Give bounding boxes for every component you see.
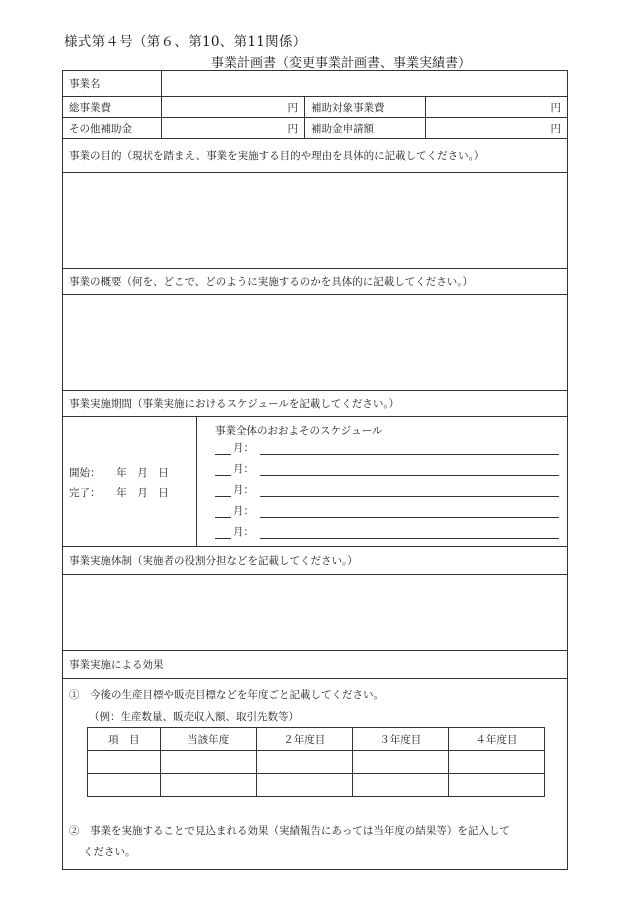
requested-amount-label: 補助金申請額 [311,122,374,135]
schedule-line[interactable] [215,523,559,539]
project-name-row [63,71,567,97]
table-header-cell: ４年度目 [448,728,544,751]
structure-heading-row [63,547,567,575]
month-label: 月： [233,463,254,475]
schedule-line[interactable] [215,460,559,476]
start-date-field[interactable]: 開始： 年 月 日 [69,467,169,479]
document-title [0,52,630,71]
table-row [88,774,545,797]
structure-heading: 事業実施体制（実施者の役割分担などを記載してください。） [69,555,358,567]
month-label: 月： [233,505,254,517]
eligible-cost-label: 補助対象事業費 [311,101,385,114]
schedule-block [63,417,567,547]
effects-heading: 事業実施による効果 [69,659,164,671]
effects-heading-row [63,651,567,679]
subsidy-row [63,118,567,139]
table-cell[interactable] [256,751,352,774]
month-label: 月： [233,442,254,454]
table-header-cell: ２年度目 [256,728,352,751]
schedule-line[interactable] [215,439,559,455]
other-subsidy-field[interactable]: 円 [287,122,298,135]
overview-heading: 事業の概要（何を、どこで、どのように実施するのかを具体的に記載してください。） [69,276,474,288]
table-cell[interactable] [448,751,544,774]
month-label: 月： [233,484,254,496]
schedule-line[interactable] [215,502,559,518]
overview-field[interactable] [63,295,567,391]
month-label: 月： [233,526,254,538]
table-cell[interactable] [160,751,256,774]
plan-form [62,70,568,870]
schedule-lines [197,417,567,546]
period-dates [63,417,197,546]
table-cell[interactable] [256,774,352,797]
effects-item-2 [69,821,559,863]
purpose-heading-row [63,139,567,173]
schedule-heading: 事業全体のおおよそのスケジュール [215,425,383,437]
requested-amount-field[interactable]: 円 [550,122,561,135]
purpose-heading: 事業の目的（現状を踏まえ、事業を実施する目的や理由を具体的に記載してください。） [69,150,485,162]
table-cell[interactable] [88,751,161,774]
schedule-line[interactable] [215,481,559,497]
cost-row [63,97,567,118]
structure-field[interactable] [63,575,567,651]
targets-table-header [88,728,545,751]
table-header-cell: 当該年度 [160,728,256,751]
effects-item-2-line-2: ください。 [83,846,136,858]
project-name-field[interactable] [162,71,567,96]
period-heading: 事業実施期間（事業実施におけるスケジュールを記載してください。） [69,398,400,410]
table-header-cell: ３年度目 [352,728,448,751]
other-subsidy-label: その他補助金 [69,122,132,135]
period-heading-row [63,391,567,417]
total-cost-field[interactable]: 円 [287,101,298,114]
document-title-text: 事業計画書（変更事業計画書、事業実績書） [210,56,471,71]
effects-item-1: ① 今後の生産目標や販売目標などを年度ごと記載してください。 [69,689,384,701]
table-row [88,751,545,774]
table-header-cell: 項 目 [88,728,161,751]
effects-body [63,679,567,869]
effects-item-1-example: （例：生産数量、販売収入額、取引先数等） [89,711,299,723]
table-cell[interactable] [352,774,448,797]
table-cell[interactable] [160,774,256,797]
table-cell[interactable] [448,774,544,797]
table-cell[interactable] [352,751,448,774]
targets-table [87,727,545,797]
end-date-field[interactable]: 完了： 年 月 日 [69,487,169,499]
project-name-label: 事業名 [69,78,101,90]
form-number: 様式第４号（第６、第10、第11関係） [64,34,307,50]
effects-item-2-line-1: ② 事業を実施することで見込まれる効果（実績報告にあっては当年度の結果等）を記入して [69,825,510,837]
purpose-field[interactable] [63,173,567,269]
table-cell[interactable] [88,774,161,797]
eligible-cost-field[interactable]: 円 [550,101,561,114]
total-cost-label: 総事業費 [69,101,111,114]
overview-heading-row [63,269,567,295]
